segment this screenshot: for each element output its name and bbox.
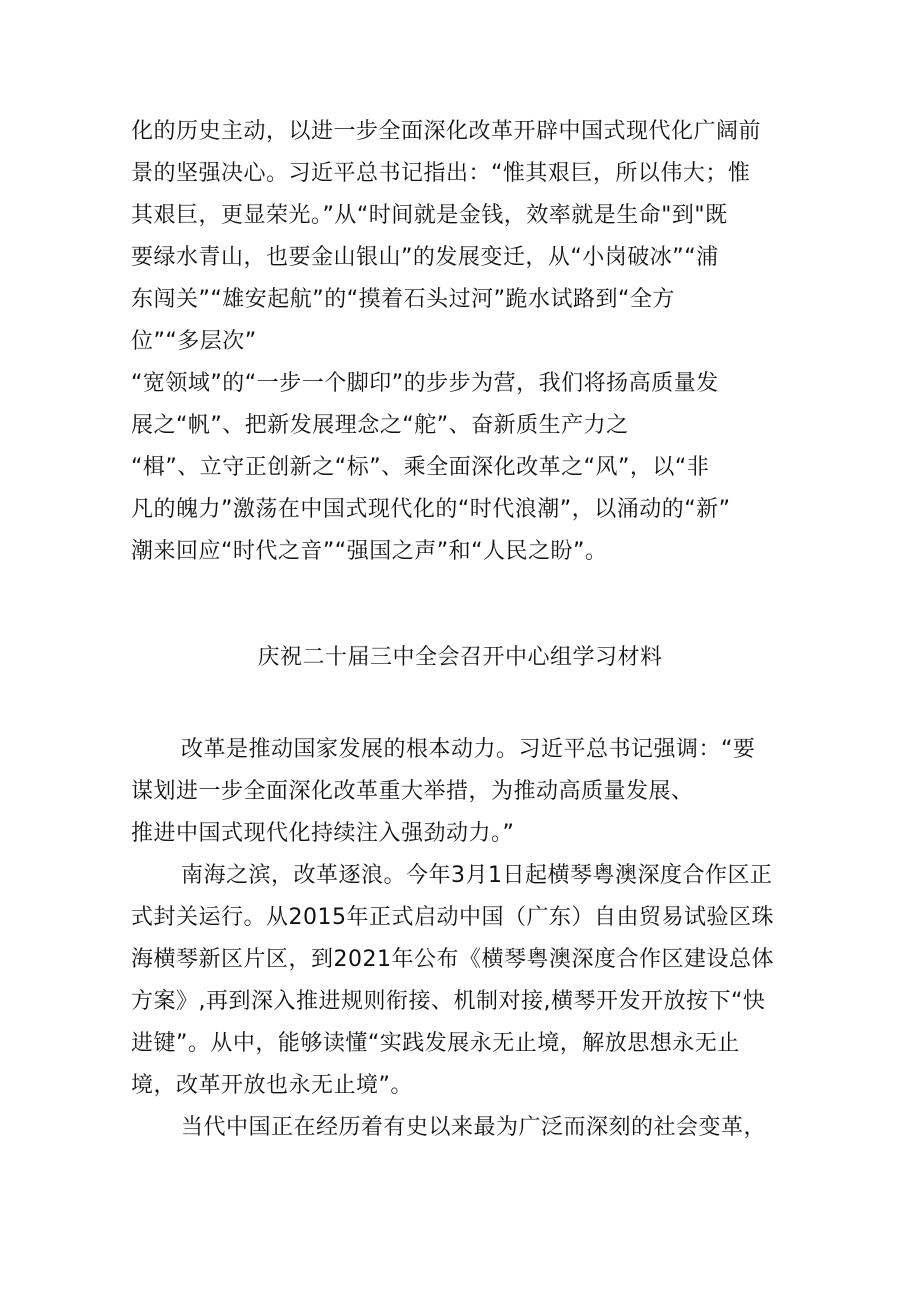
text-line: 式封关运行。从2015年正式启动中国（广东）自由贸易试验区珠: [131, 905, 774, 930]
text-line: 海横琴新区片区，到2021年公布《横琴粤澳深度合作区建设总体: [131, 947, 774, 972]
text-line: 东闯关”“雄安起航”的“摸着石头过河”跪水试路到“全方: [131, 287, 675, 312]
text-line: 凡的魄力”激荡在中国式现代化的“时代浪潮”，以涌动的“新”: [131, 497, 731, 522]
text-line: 方案》,再到深入推进规则衔接、机制对接,横琴开发开放按下“快: [131, 989, 766, 1014]
text-line: “宽领域”的“一步一个脚印”的步步为营，我们将扬高质量发: [131, 371, 719, 396]
text-line: 推进中国式现代化持续注入强劲动力。”: [131, 821, 515, 846]
text-line: 景的坚强决心。习近平总书记指出：“惟其艰巨，所以伟大；惟: [131, 161, 751, 186]
text-line: 谋划进一步全面深化改革重大举措，为推动高质量发展、: [131, 779, 694, 804]
text-line: 南海之滨，改革逐浪。今年3月1日起横琴粤澳深度合作区正: [181, 863, 773, 888]
text-line: 展之“帆”、把新发展理念之“舵”、奋新质生产力之: [131, 413, 629, 438]
text-line: 其艰巨，更显荣光。”从“时间就是金钱，效率就是生命"到"既: [131, 203, 728, 228]
text-line: 境，改革开放也永无止境”。: [131, 1073, 413, 1098]
text-line: 进键”。从中，能够读懂“实践发展永无止境，解放思想永无止: [131, 1031, 740, 1056]
text-line: 改革是推动国家发展的根本动力。习近平总书记强调：“要: [181, 737, 756, 762]
section-title: 庆祝二十届三中全会召开中心组学习材料: [257, 645, 663, 670]
text-line: 当代中国正在经历着有史以来最为广泛而深刻的社会变革，: [181, 1115, 767, 1140]
text-line: 要绿水青山，也要金山银山”的发展变迁，从“小岗破冰”“浦: [131, 245, 719, 270]
text-line: “楫”、立守正创新之“标”、乘全面深化改革之“风”，以“非: [131, 455, 710, 480]
text-line: 化的历史主动，以进一步全面深化改革开辟中国式现代化广阔前: [131, 119, 762, 144]
text-line: 位”“多层次”: [131, 329, 257, 354]
text-line: 潮来回应“时代之音”“强国之声”和“人民之盼”。: [131, 539, 608, 564]
